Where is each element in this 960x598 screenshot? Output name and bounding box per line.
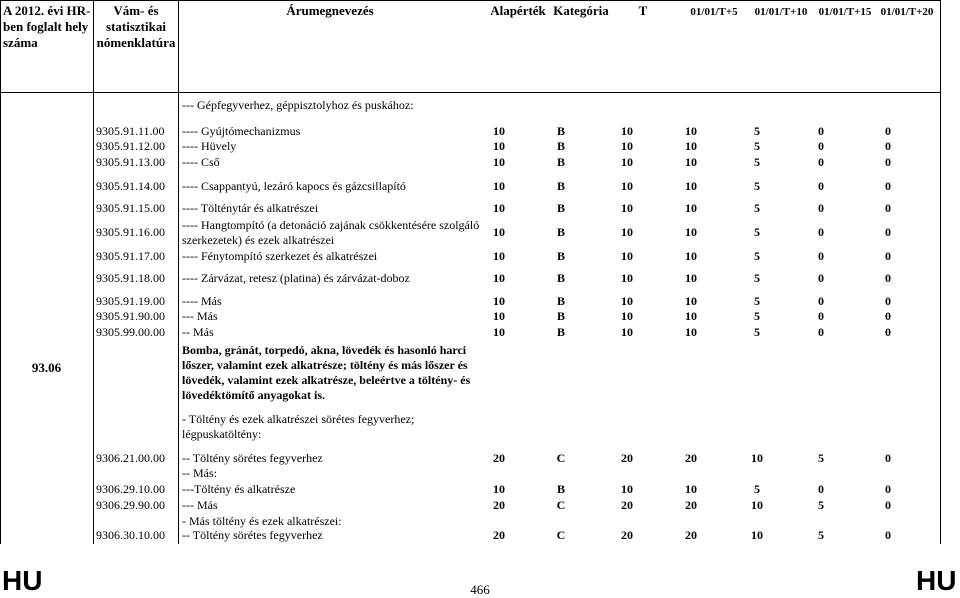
t-cell: 10 [621,225,633,239]
t10-cell: 5 [754,325,760,339]
t20-cell: 0 [885,201,891,215]
header-t10: 01/01/T+10 [754,6,808,18]
category-cell: B [556,179,565,193]
t20-cell: 0 [885,155,891,169]
header-description: Árumegnevezés [286,3,374,18]
t10-cell: 10 [751,528,763,542]
base-rate-cell: 10 [493,155,505,169]
base-rate-cell: 20 [493,498,505,512]
t-cell: 10 [621,124,633,138]
t20-cell: 0 [885,498,891,512]
goods-description: - Töltény és ezek alkatrészei sörétes fegyverhez; légpuskatöltény: [182,412,415,441]
t20-cell: 0 [885,309,891,323]
t10-cell: 5 [754,249,760,263]
t5-cell: 20 [685,451,697,465]
t-cell: 10 [621,139,633,153]
category-cell: B [556,271,565,285]
t10-cell: 5 [754,124,760,138]
t10-cell: 5 [754,309,760,323]
t5-cell: 20 [685,528,697,542]
tariff-code: 9305.91.17.00 [96,249,165,263]
page-number: 466 [470,582,490,597]
table-top-rule [0,0,941,1]
goods-description: Bomba, gránát, torpedó, akna, lövedék és hasonló harci lőszer, valamint ezek alkatrésze; töltény és más lőszer és lövedék, valamint ezek alkatrésze, beleértve a töltény- és lövedéktömítő anyagokat is. [182,343,471,402]
category-cell: B [556,249,565,263]
t5-cell: 10 [685,179,697,193]
t10-cell: 10 [751,451,763,465]
category-cell: C [556,498,566,512]
goods-description: - Más töltény és ezek alkatrészei: [182,514,342,528]
base-rate-cell: 10 [493,325,505,339]
category-cell: B [556,124,565,138]
goods-description: ---- Hangtompító (a detonáció zajának csökkentésére szolgáló szerkezetek) és ezek alkatrészei [182,218,480,247]
goods-description: -- Más: [182,466,217,480]
tariff-code: 9305.91.14.00 [96,179,165,193]
goods-description: -- Töltény sörétes fegyverhez [182,528,323,542]
tariff-code: 9306.21.00.00 [96,451,165,465]
category-cell: B [556,482,565,496]
t10-cell: 5 [754,271,760,285]
column-rule [0,0,1,544]
t-cell: 10 [621,325,633,339]
tariff-code: 9305.91.19.00 [96,294,165,308]
t15-cell: 5 [818,451,824,465]
goods-description: ---- Gyújtómechanizmus [182,124,301,138]
t20-cell: 0 [885,271,891,285]
column-rule [93,0,94,544]
footer-country-left: HU [2,565,43,596]
t5-cell: 20 [685,498,697,512]
t-cell: 20 [621,451,633,465]
tariff-code: 9306.30.10.00 [96,528,165,542]
goods-description: ---- Zárvázat, retesz (platina) és zárvázat-doboz [182,271,410,285]
t-cell: 10 [621,294,633,308]
header-base-rate: Alapérték [490,3,546,18]
category-cell: B [556,294,565,308]
t10-cell: 5 [754,155,760,169]
base-rate-cell: 10 [493,482,505,496]
header-bottom-rule [0,92,941,93]
base-rate-cell: 10 [493,179,505,193]
t-cell: 20 [621,528,633,542]
goods-description: ---- Hüvely [182,139,237,153]
header-t5: 01/01/T+5 [690,6,738,18]
chapter-heading-number: 93.06 [31,360,62,375]
t10-cell: 5 [754,294,760,308]
category-cell: B [556,201,565,215]
t15-cell: 0 [818,225,824,239]
goods-description: --- Más [182,498,218,512]
t20-cell: 0 [885,451,891,465]
t-cell: 10 [621,155,633,169]
category-cell: B [556,155,565,169]
t20-cell: 0 [885,325,891,339]
t15-cell: 5 [818,528,824,542]
t10-cell: 5 [754,201,760,215]
tariff-code: 9305.91.16.00 [96,225,165,239]
t15-cell: 0 [818,139,824,153]
tariff-code: 9305.99.00.00 [96,325,165,339]
category-cell: C [556,528,566,542]
base-rate-cell: 10 [493,309,505,323]
goods-description: ---- Fénytompító szerkezet és alkatrészei [182,249,378,263]
t-cell: 10 [621,179,633,193]
goods-description: ---- Cső [182,155,220,169]
t15-cell: 0 [818,249,824,263]
t10-cell: 10 [751,498,763,512]
t15-cell: 0 [818,179,824,193]
t5-cell: 10 [685,139,697,153]
goods-description: -- Töltény sörétes fegyverhez [182,451,323,465]
category-cell: B [556,225,565,239]
t15-cell: 0 [818,155,824,169]
t-cell: 20 [621,498,633,512]
t20-cell: 0 [885,294,891,308]
t15-cell: 0 [818,271,824,285]
category-cell: B [556,325,565,339]
base-rate-cell: 10 [493,271,505,285]
t20-cell: 0 [885,124,891,138]
t15-cell: 0 [818,294,824,308]
t20-cell: 0 [885,179,891,193]
base-rate-cell: 10 [493,124,505,138]
tariff-code: 9306.29.90.00 [96,498,165,512]
t5-cell: 10 [685,225,697,239]
goods-description: --- Gépfegyverhez, géppisztolyhoz és puskához: [182,98,414,112]
base-rate-cell: 10 [493,201,505,215]
category-cell: B [556,139,565,153]
t-cell: 10 [621,249,633,263]
tariff-code: 9305.91.18.00 [96,271,165,285]
base-rate-cell: 10 [493,294,505,308]
column-rule [940,0,941,544]
base-rate-cell: 20 [493,451,505,465]
t-cell: 10 [621,482,633,496]
t15-cell: 0 [818,309,824,323]
t10-cell: 5 [754,179,760,193]
t5-cell: 10 [685,249,697,263]
t15-cell: 0 [818,482,824,496]
t10-cell: 5 [754,139,760,153]
tariff-code: 9305.91.13.00 [96,155,165,169]
t5-cell: 10 [685,271,697,285]
base-rate-cell: 10 [493,225,505,239]
base-rate-cell: 10 [493,139,505,153]
t5-cell: 10 [685,482,697,496]
base-rate-cell: 10 [493,249,505,263]
tariff-code: 9305.91.12.00 [96,139,165,153]
t20-cell: 0 [885,482,891,496]
header-category: Kategória [553,3,609,18]
t15-cell: 0 [818,201,824,215]
header-t15: 01/01/T+15 [818,6,872,18]
t10-cell: 5 [754,225,760,239]
footer-country-right: HU [916,565,957,596]
header-t: T [638,3,648,18]
t15-cell: 0 [818,124,824,138]
t5-cell: 10 [685,201,697,215]
t5-cell: 10 [685,155,697,169]
column-rule [178,0,179,544]
t15-cell: 5 [818,498,824,512]
tariff-code: 9305.91.15.00 [96,201,165,215]
t-cell: 10 [621,201,633,215]
t20-cell: 0 [885,528,891,542]
t20-cell: 0 [885,249,891,263]
goods-description: -- Más [182,325,214,339]
t5-cell: 10 [685,294,697,308]
t20-cell: 0 [885,139,891,153]
t-cell: 10 [621,271,633,285]
t5-cell: 10 [685,124,697,138]
t20-cell: 0 [885,225,891,239]
t10-cell: 5 [754,482,760,496]
header-year-hs: A 2012. évi HR-ben foglalt hely száma [3,3,91,50]
t5-cell: 10 [685,309,697,323]
tariff-code: 9305.91.90.00 [96,309,165,323]
goods-description: ---Töltény és alkatrésze [182,482,296,496]
t5-cell: 10 [685,325,697,339]
tariff-code: 9305.91.11.00 [96,124,165,138]
t15-cell: 0 [818,325,824,339]
goods-description: --- Más [182,309,218,323]
header-t20: 01/01/T+20 [880,6,934,18]
t-cell: 10 [621,309,633,323]
header-nomenclature: Vám- és statisztikai nómenklatúra [96,3,176,50]
tariff-code: 9306.29.10.00 [96,482,165,496]
goods-description: ---- Csappantyú, lezáró kapocs és gázcsillapító [182,179,406,193]
category-cell: C [556,451,566,465]
goods-description: ---- Tölténytár és alkatrészei [182,201,319,215]
goods-description: ---- Más [182,294,222,308]
category-cell: B [556,309,565,323]
base-rate-cell: 20 [493,528,505,542]
